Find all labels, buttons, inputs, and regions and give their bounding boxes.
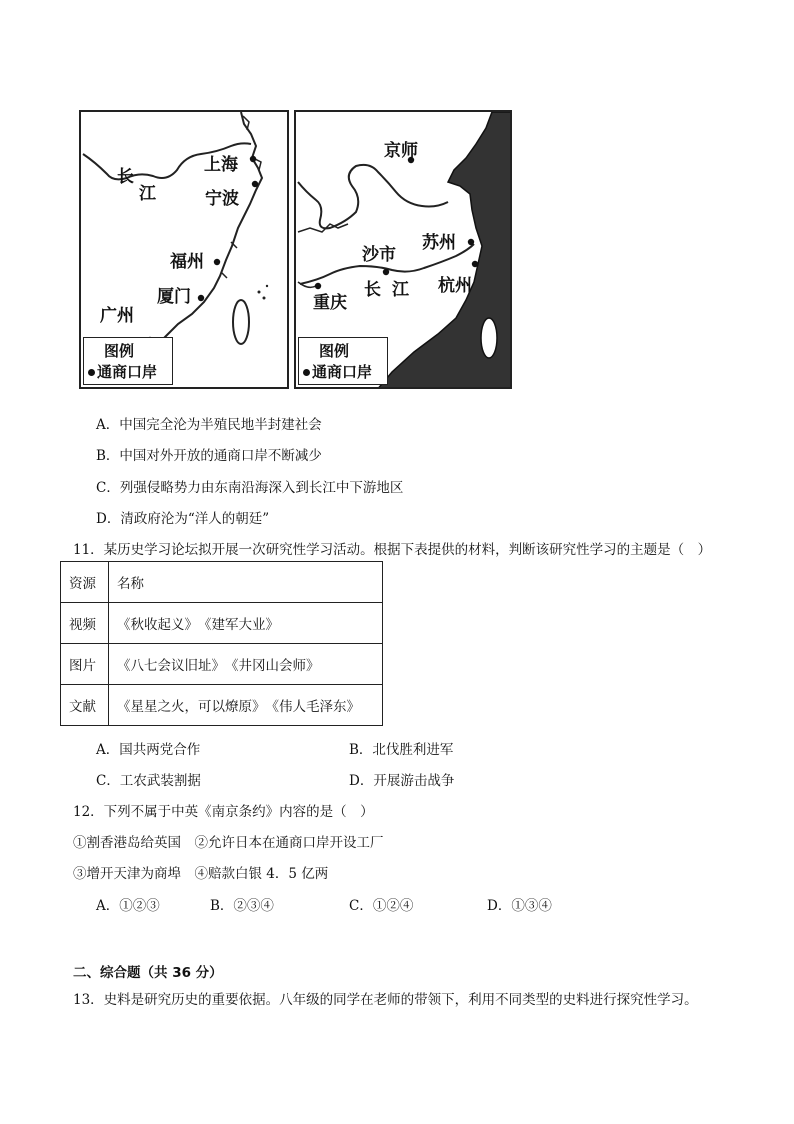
city-suzhou: 苏州 [422,233,456,253]
table-row [61,685,383,726]
city-shashi: 沙市 [362,245,396,265]
table-cell: 视频 [61,603,109,644]
city-jingshi: 京师 [384,141,418,161]
table-cell: 文献 [61,685,109,726]
q13-stem: 13．史料是研究历史的重要依据。八年级的同学在老师的带领下，利用不同类型的史料进行探究性学习。 [73,992,698,1008]
table-cell: 资源 [61,562,109,603]
table-row [61,562,383,603]
city-xiamen: 厦门 [157,287,191,307]
q12-option-a: A．①②③ [96,898,160,914]
q12-items-line-2: ③增开天津为商埠 ④赔款白银 4．5 亿两 [73,866,329,882]
city-ningbo: 宁波 [205,189,239,209]
table-cell: 《星星之火，可以燎原》 《伟人毛泽东》 [109,685,383,726]
section-heading: 二、综合题（共 36 分） [73,965,223,981]
port-dot-icon [88,369,95,376]
q10-option-d: D．清政府沦为“洋人的朝廷” [96,511,270,527]
q12-stem: 12．下列不属于中英《南京条约》内容的是（ ） [73,804,374,820]
q12-option-d: D．①③④ [487,898,552,914]
q11-resource-table [60,561,383,726]
city-hangzhou: 杭州 [438,276,472,296]
q10-option-b: B．中国对外开放的通商口岸不断减少 [96,448,322,464]
q11-option-b: B．北伐胜利进军 [349,742,454,758]
q11-option-c: C．工农武装割据 [96,773,201,789]
table-row [61,644,383,685]
table-cell: 《八七会议旧址》 《井冈山会师》 [109,644,383,685]
river-label-chang: 长 [364,280,381,300]
river-label-chang: 长 [117,167,134,187]
q10-option-a: A．中国完全沦为半殖民地半封建社会 [96,417,322,433]
river-label-jiang: 江 [392,280,409,300]
legend-title: 图例 [104,342,135,360]
river-label-jiang: 江 [139,184,156,204]
legend-item: 通商口岸 [88,361,157,382]
q11-stem: 11．某历史学习论坛拟开展一次研究性学习活动。根据下表提供的材料，判断该研究性学习的主题是（ ） [73,542,712,558]
q11-option-a: A．国共两党合作 [96,742,201,758]
legend-title: 图例 [319,342,350,360]
map-treaty-ports-yangtze [294,110,512,389]
port-dot-icon [303,369,310,376]
map-treaty-ports-coastal [79,110,289,389]
table-cell: 图片 [61,644,109,685]
q12-option-c: C．①②④ [349,898,414,914]
q12-items-line-1: ①割香港岛给英国 ②允许日本在通商口岸开设工厂 [73,835,384,851]
legend-item: 通商口岸 [303,361,372,382]
table-cell: 《秋收起义》 《建军大业》 [109,603,383,644]
table-cell: 名称 [109,562,383,603]
table-row [61,603,383,644]
q10-option-c: C．列强侵略势力由东南沿海深入到长江中下游地区 [96,480,404,496]
map-legend-left [83,337,173,385]
map-legend-right [298,337,388,385]
q11-option-d: D．开展游击战争 [349,773,455,789]
city-shanghai: 上海 [204,155,238,175]
city-fuzhou: 福州 [170,252,204,272]
city-guangzhou: 广州 [100,306,134,326]
q12-option-b: B．②③④ [210,898,274,914]
city-chongqing: 重庆 [313,293,347,313]
